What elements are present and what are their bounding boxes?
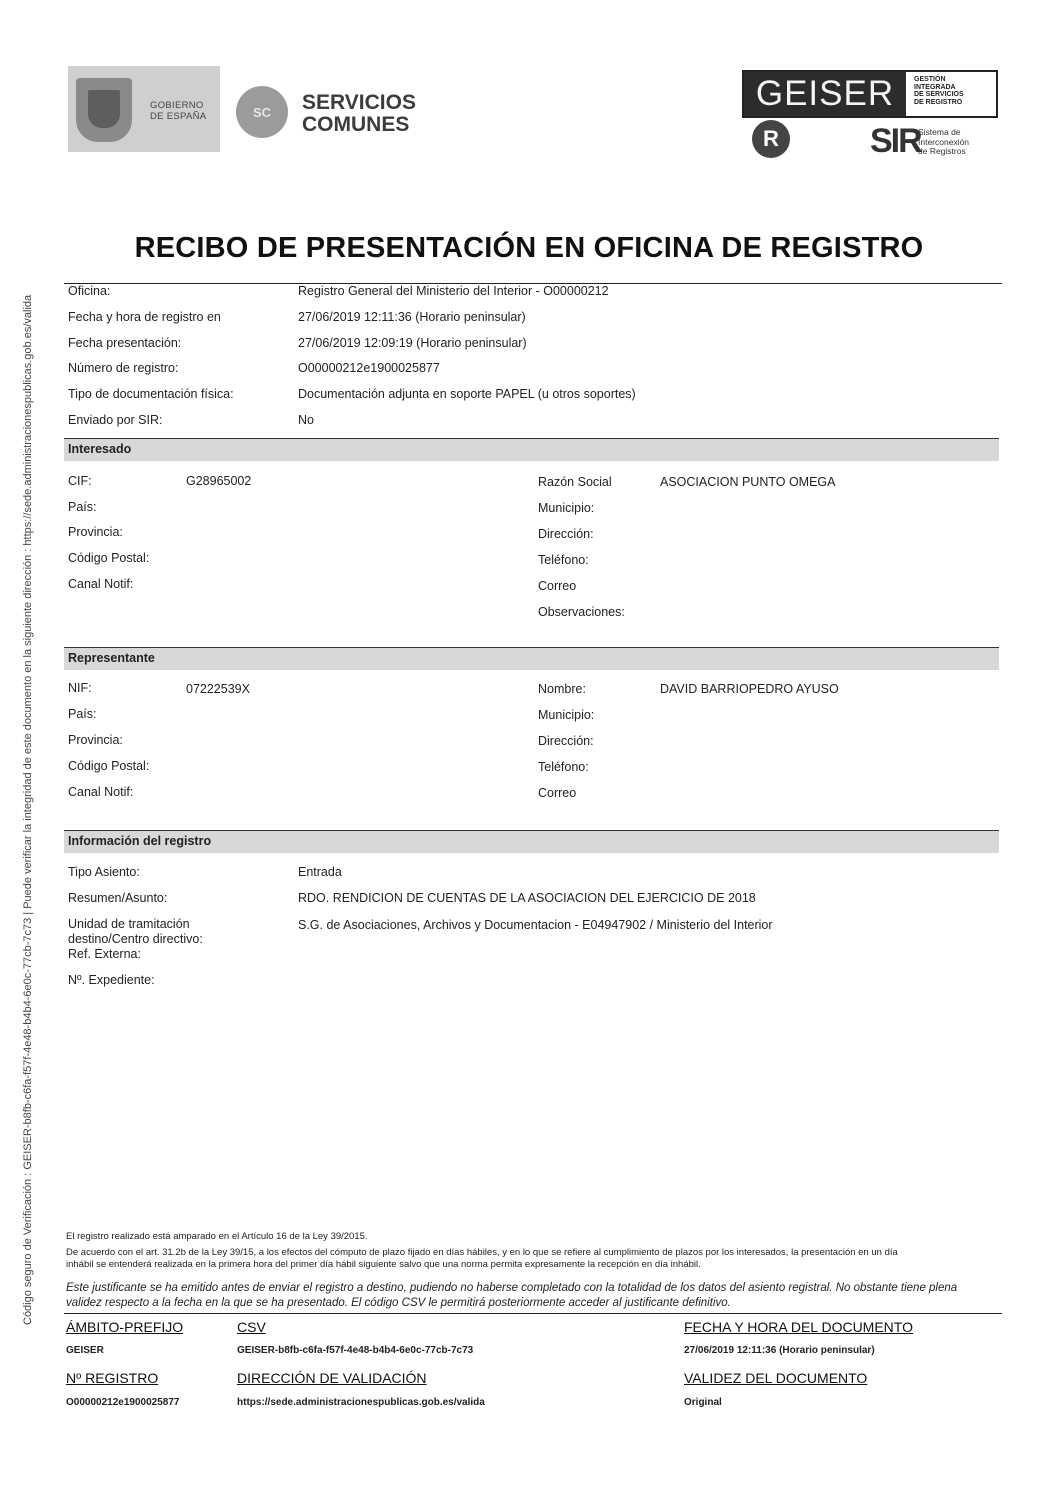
- csv-side-text: Código seguro de Verificación : GEISER-b8fb-c6fa-f57f-4e48-b4b4-6e0c-77cb-7c73 | Puede verificar la integridad de este documento en la siguiente dirección : https://sede.administracionespublicas.gob.es/valida: [22, 294, 34, 1325]
- tipo-documentacion-value: Documentación adjunta en soporte PAPEL (u otros soportes): [298, 387, 636, 401]
- geiser-logo: [742, 70, 998, 118]
- interesado-razon-social-label: Razón Social: [538, 475, 612, 489]
- sc-badge-icon: SC: [236, 86, 288, 138]
- representante-telefono-label: Teléfono:: [538, 760, 589, 774]
- numero-registro-label: Número de registro:: [68, 361, 179, 375]
- registro-r-icon: R: [752, 120, 790, 158]
- enviado-sir-value: No: [298, 413, 314, 427]
- representante-section-header: Representante: [64, 647, 999, 670]
- representante-codigo-postal-label: Código Postal:: [68, 759, 150, 773]
- csv-heading: CSV: [237, 1319, 266, 1335]
- fecha-presentacion-value: 27/06/2019 12:09:19 (Horario peninsular): [298, 336, 527, 350]
- interesado-municipio-label: Municipio:: [538, 501, 595, 515]
- representante-pais-label: País:: [68, 707, 97, 721]
- representante-nif-label: NIF:: [68, 681, 92, 695]
- coat-of-arms-icon: [76, 78, 132, 142]
- fecha-presentacion-label: Fecha presentación:: [68, 336, 182, 350]
- fecha-registro-value: 27/06/2019 12:11:36 (Horario peninsular): [298, 310, 526, 324]
- footer-note-justificante: Este justificante se ha emitido antes de enviar el registro a destino, pudiendo no haberse completado con la totalidad de los datos del asiento registral. No obstante tiene plena validez respecto a la fecha en la que se ha presentado. El código CSV le permitirá posteriormente acceder al justificante definitivo.: [66, 1282, 958, 1309]
- tipo-documentacion-label: Tipo de documentación física:: [68, 387, 234, 401]
- geiser-wordmark: GEISER: [744, 72, 906, 116]
- interesado-pais-label: País:: [68, 500, 97, 514]
- fecha-registro-label: Fecha y hora de registro en: [68, 310, 221, 324]
- oficina-label: Oficina:: [68, 284, 111, 298]
- csv-value: GEISER-b8fb-c6fa-f57f-4e48-b4b4-6e0c-77cb-7c73: [237, 1345, 474, 1356]
- n-registro-heading: Nº REGISTRO: [66, 1370, 159, 1386]
- footer-rule: [64, 1313, 1002, 1314]
- n-expediente-label: Nº. Expediente:: [68, 973, 155, 987]
- info-registro-section-header: Información del registro: [64, 830, 999, 853]
- direccion-validacion-value: https://sede.administracionespublicas.gob.es/valida: [237, 1397, 485, 1408]
- sir-logo: SIR: [870, 122, 921, 160]
- representante-nombre-label: Nombre:: [538, 682, 586, 696]
- interesado-section-header: Interesado: [64, 438, 999, 461]
- gobierno-logo: [68, 66, 220, 152]
- interesado-correo-label: Correo: [538, 579, 577, 593]
- representante-correo-label: Correo: [538, 786, 577, 800]
- footer-note-ley: El registro realizado está amparado en el Artículo 16 de la Ley 39/2015.: [66, 1231, 368, 1242]
- representante-nif-value: 07222539X: [186, 682, 250, 696]
- servicios-comunes-logo: SERVICIOS COMUNES: [302, 91, 416, 136]
- geiser-subtitle: GESTIÓN INTEGRADA DE SERVICIOS DE REGISTRO: [914, 76, 964, 106]
- n-registro-value: O00000212e1900025877: [66, 1397, 180, 1408]
- interesado-provincia-label: Provincia:: [68, 525, 123, 539]
- resumen-asunto-value: RDO. RENDICION DE CUENTAS DE LA ASOCIACION DEL EJERCICIO DE 2018: [298, 891, 756, 905]
- validez-documento-value: Original: [684, 1397, 722, 1408]
- representante-municipio-label: Municipio:: [538, 708, 595, 722]
- interesado-direccion-label: Dirección:: [538, 527, 594, 541]
- page-title: RECIBO DE PRESENTACIÓN EN OFICINA DE REGISTRO: [134, 232, 924, 264]
- interesado-canal-notif-label: Canal Notif:: [68, 577, 134, 591]
- representante-canal-notif-label: Canal Notif:: [68, 785, 134, 799]
- unidad-tramitacion-value: S.G. de Asociaciones, Archivos y Documentacion - E04947902 / Ministerio del Interior: [298, 918, 773, 932]
- fecha-documento-heading: FECHA Y HORA DEL DOCUMENTO: [684, 1319, 913, 1335]
- numero-registro-value: O00000212e1900025877: [298, 361, 440, 375]
- footer-note-plazos: De acuerdo con el art. 31.2b de la Ley 39/15, a los efectos del cómputo de plazo fijado en días hábiles, y en lo que se refiere al cumplimiento de plazos por los interesados, la presentación en un día inhábil se entenderá realizada en la primera hora del primer día hábil siguiente salvo que una norma permita expresamente la recepción en día inhábil.: [66, 1247, 898, 1270]
- validez-documento-heading: VALIDEZ DEL DOCUMENTO: [684, 1370, 868, 1386]
- oficina-value: Registro General del Ministerio del Interior - O00000212: [298, 284, 609, 298]
- interesado-razon-social-value: ASOCIACION PUNTO OMEGA: [660, 475, 836, 489]
- representante-direccion-label: Dirección:: [538, 734, 594, 748]
- interesado-codigo-postal-label: Código Postal:: [68, 551, 150, 565]
- tipo-asiento-value: Entrada: [298, 865, 342, 879]
- tipo-asiento-label: Tipo Asiento:: [68, 865, 140, 879]
- direccion-validacion-heading: DIRECCIÓN DE VALIDACIÓN: [237, 1370, 427, 1386]
- ref-externa-label: Ref. Externa:: [68, 947, 141, 961]
- gobierno-text: GOBIERNO DE ESPAÑA: [150, 100, 207, 122]
- enviado-sir-label: Enviado por SIR:: [68, 413, 163, 427]
- sir-subtitle: Sistema de Interconexión de Registros: [918, 127, 970, 156]
- representante-nombre-value: DAVID BARRIOPEDRO AYUSO: [660, 682, 839, 696]
- unidad-tramitacion-label: Unidad de tramitación destino/Centro directivo:: [68, 917, 203, 946]
- fecha-documento-value: 27/06/2019 12:11:36 (Horario peninsular): [684, 1345, 875, 1356]
- ambito-prefijo-heading: ÁMBITO-PREFIJO: [66, 1319, 184, 1335]
- interesado-telefono-label: Teléfono:: [538, 553, 589, 567]
- resumen-asunto-label: Resumen/Asunto:: [68, 891, 168, 905]
- interesado-observaciones-label: Observaciones:: [538, 605, 625, 619]
- ambito-prefijo-value: GEISER: [66, 1345, 104, 1356]
- interesado-cif-label: CIF:: [68, 474, 92, 488]
- representante-provincia-label: Provincia:: [68, 733, 123, 747]
- interesado-cif-value: G28965002: [186, 474, 252, 488]
